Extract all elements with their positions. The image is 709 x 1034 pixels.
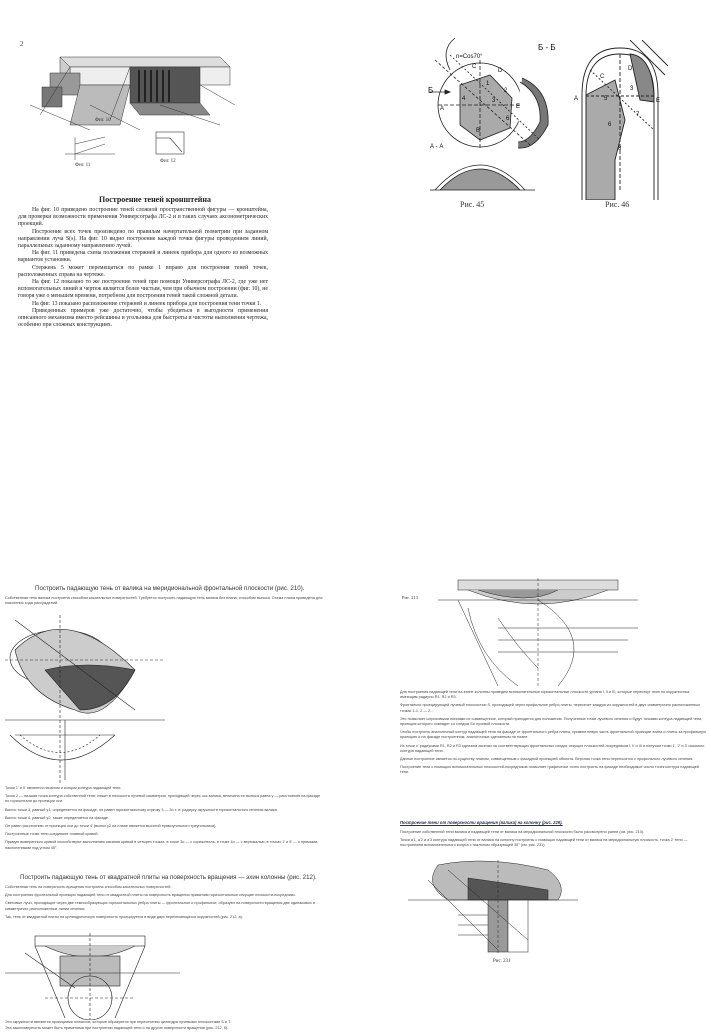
label-b: Б xyxy=(428,86,434,95)
point-a: A xyxy=(440,106,445,112)
fig212-drawing xyxy=(5,928,180,1020)
point-6: 6 xyxy=(506,116,510,122)
page-bottom-left xyxy=(0,580,330,1034)
fig11-scheme xyxy=(60,132,120,162)
n-formula: n=Cos70° xyxy=(456,54,483,60)
section-heading: Построение теней кронштейна xyxy=(99,195,211,204)
body-text-2 xyxy=(400,830,706,852)
paragraph: Данное построение является по-существу планом, совмещенным с фасадной проекцией объекта. Верхняя точка тени переносится с профильного лучевого сечения. xyxy=(400,757,694,762)
page-bottom-right xyxy=(398,575,708,1015)
fig231-drawing xyxy=(408,860,578,955)
page-top-left xyxy=(0,0,330,370)
point-a: A xyxy=(574,96,579,102)
paragraph: Так, тень от квадратной плиты на цилиндрическую поверхность проецируется в виде двух пересекающихся окружностей (рис. 212, а). xyxy=(5,914,243,919)
paragraph: На фиг. 13 показано расположение стержней и линеек прибора для построения тени точки 1. xyxy=(32,300,262,307)
paragraph: Чтобы построить аналогичный контур падающей тени на фасаде от фронтального ребра плиты, примем левую часть фронтальной проекции эхина и плиты за профильную проекцию и на фасаде построенном, аналогичные сделанным на плане. xyxy=(400,730,706,740)
paragraph: Построение всех точек произведено по правилам начертательной геометрии при заданном направлении луча S(s). На фиг. 10 видно построение каждой точки фигуры проведением линий, параллельных заданному направлению лучей. xyxy=(18,228,268,250)
paragraph: Вынос точки 3, равный y1, определяется на фасаде, он равен горизонтальному отрезку 3 — 3o т. е. радиусу окружности горизонтального сечения валика. xyxy=(5,807,278,812)
point-5: 5 xyxy=(604,96,608,102)
body-text-1 xyxy=(5,786,325,854)
page-top-right xyxy=(410,30,705,215)
page-number: 2 xyxy=(20,40,24,48)
fig12-scheme xyxy=(150,128,190,158)
paragraph: Точки a'1, a'2 и a'3 контура падающей тени от валика на колонну построены с помощью падающей тени от валика на меридиональную плоскость, точка 2' тени — построением вспомогательного конуса с наклоном образующей 35° (см. рис. 231). xyxy=(400,838,688,848)
fig11-caption: Фиг. 11 xyxy=(75,163,91,168)
point-7: 7 xyxy=(636,112,640,118)
paragraph: Эти окружности являются проекциями эллипсов, которые образуются при пересечении цилиндра лучевыми плоскостями S и T. xyxy=(5,1020,232,1024)
fig10-bracket-drawing xyxy=(30,45,240,130)
fig46-drawing xyxy=(570,40,670,200)
paragraph: На фиг. 12 показано то же построение теней при помощи Универсографа ЛС-2, где уже нет вспомогательных линий и чертеж является более чистым, чем при обычном построении (фиг. 10), не говоря уже о меньшем времени, потребном для построения теней такой сложной детали. xyxy=(18,279,268,300)
point-c: C xyxy=(472,64,477,70)
paragraph: Построенные точки тени соединяют плавной кривой. xyxy=(5,832,99,837)
fig46-caption: Рис. 46 xyxy=(605,200,630,209)
paragraph: Он равен расстоянию от проекции оси до точки 4' (вынос y2 на плане является высотой прямоугольного треугольника). xyxy=(5,824,217,829)
paragraph: Фронтально проецирующей лучевой плоскостью S, проходящей через профильное ребро плиты, пересечет каждую из окружностей в двух симметрично расположенных точках 1-1, 2 — 2... xyxy=(400,703,700,713)
fig213-drawing xyxy=(438,578,638,688)
section-title-2: Построить падающую тень от квадратной плиты на поверхность вращения — эхин колонны (рис. 212). xyxy=(20,874,317,881)
point-b: B xyxy=(476,128,481,134)
paragraph: Вынос точки 4, равный y2, также определяется на фасаде. xyxy=(5,815,110,820)
paragraph: Построение тени с помощью вспомогательных плоскостей-посредников позволяет графически точно построить на фасаде необходимое число точек контура падающей тени. xyxy=(400,765,699,775)
paragraph: Для построения падающей тени на эхине колонны проведем вспомогательные горизонтальные плоскости уровня I, II и III, которые пересекут эхин по окружностям, имеющим радиусы R1, R2 и R3. xyxy=(400,690,691,700)
point-d: D xyxy=(498,68,503,74)
body-text-2 xyxy=(5,885,325,923)
paragraph: Стержень 5 может перемещаться по рамке 1 вправо для построения теней точек, расположенных справа на чертеже. xyxy=(18,264,268,278)
point-3: 3 xyxy=(492,98,496,104)
paragraph: Собственная тень на поверхность вращения построена способом касательных поверхностей. xyxy=(5,885,172,889)
paragraph: Световые лучи, проходящие через две темнообразующих горизонтальных ребра плиты — фронтальное и профильное, образуют на поверхности вращения две одинаковых и симметрично расположенных линии сечения. xyxy=(5,901,315,911)
point-e: E xyxy=(656,98,661,104)
paragraph: Из точки с' радиусами R1, R2 и R3 сделаем засечки на соответствующих фронтальных следах секущих плоскостей-посредников I, II и III и получим точки 1', 2' и 3' искомого контура падающей тени. xyxy=(400,743,705,753)
point-6: 6 xyxy=(608,122,612,128)
section-title: Построение тени от поверхности вращения (валика) на колонну (рис. 229). xyxy=(400,820,563,825)
paragraph: Это позволяет штриховыми линиями их совмещенное, который приходится для положения. Полученные точки лучевого сечения и будут точками контура падающей тени, проекция которого совпадет со следом So лучевой плоскости. xyxy=(400,716,703,727)
section-label-aa: А - А xyxy=(430,144,444,150)
fig45-drawing xyxy=(420,30,565,195)
paragraph: Точки 1' и 5' являются началом и концом контура падающей тени. xyxy=(5,786,122,790)
body-text-1 xyxy=(400,690,706,779)
fig10-caption: Фиг. 10 xyxy=(95,118,111,123)
paragraph: На фиг. 11 приведена схема положения стержней и линеек прибора для одного из возможных вариантов установки. xyxy=(18,250,268,264)
point-1: 1 xyxy=(486,81,490,87)
paragraph: Приведенных примеров уже достаточно, чтобы убедиться в выгодности применения описанного механизма вместо рейсшины и угольника для быстроты и чистоты выполнения чертежа, особенно при сложных конструкциях. xyxy=(18,307,268,329)
point-8: 8 xyxy=(618,146,622,152)
body-text xyxy=(18,207,268,329)
fig45-caption: Рис. 45 xyxy=(460,200,485,209)
intro-paragraph: Собственная тень валика построена способом касательных поверхностей. Требуется построить падающую тень валика без плана, способом выноса. Схема плана приведена для пояснения хода рассуждений. xyxy=(5,596,323,606)
point-e: E xyxy=(516,104,521,110)
point-3: 3 xyxy=(630,86,634,92)
paragraph: Для построения фронтальной проекции падающей тени от квадратной плиты на поверхность вращения применим горизонтальные секущие плоскости-посредники. xyxy=(5,893,296,898)
paragraph: Эта закономерность может быть применима при построении падающей тени и на другие поверхности вращения (рис. 212, б). xyxy=(5,1026,229,1031)
paragraph: Точка 2 — низшая точка контура собственной тени; лежит в плоскости лучевой симметрии, проходящей через ось валика, величина ее выноса равна y — расстоянию на фасаде по горизонтали до проекции оси. xyxy=(5,794,321,804)
section-title-1: Построить падающую тень от валика на меридиональной фронтальной плоскости (рис. 210). xyxy=(35,585,305,592)
paragraph: Построение собственной тени валика и падающей тени от валика на меридиональной плоскости было рассмотрено ранее (см. рис. 210). xyxy=(400,830,645,834)
footer-text xyxy=(5,1020,325,1034)
fig213-caption: Рис. 213 xyxy=(402,595,418,600)
section-label-bb: Б - Б xyxy=(538,43,556,52)
fig210-drawing xyxy=(5,610,170,785)
fig231-caption: Рис. 231 xyxy=(493,959,511,964)
point-d: D xyxy=(628,66,633,72)
point-c: C xyxy=(600,74,605,80)
paragraph: Прямую выверенного кривой способствуют выполнению касания кривой в четырех точках: в точке 3o — с горизонталь, в точке 4o — с вертикалью, в точках 1' и 5' — с прямыми, наклоненными под углом 45°. xyxy=(5,840,319,850)
point-4: 4 xyxy=(462,96,466,102)
point-2: 2 xyxy=(504,88,508,94)
fig12-caption: Фиг. 12 xyxy=(160,159,176,164)
paragraph: На фиг. 10 приведено построение теней сложной пространственной фигуры — кронштейна, для проверки возможности применения Универсографа ЛС-2 и в таких случаях аксонометрических проекций. xyxy=(18,207,268,228)
